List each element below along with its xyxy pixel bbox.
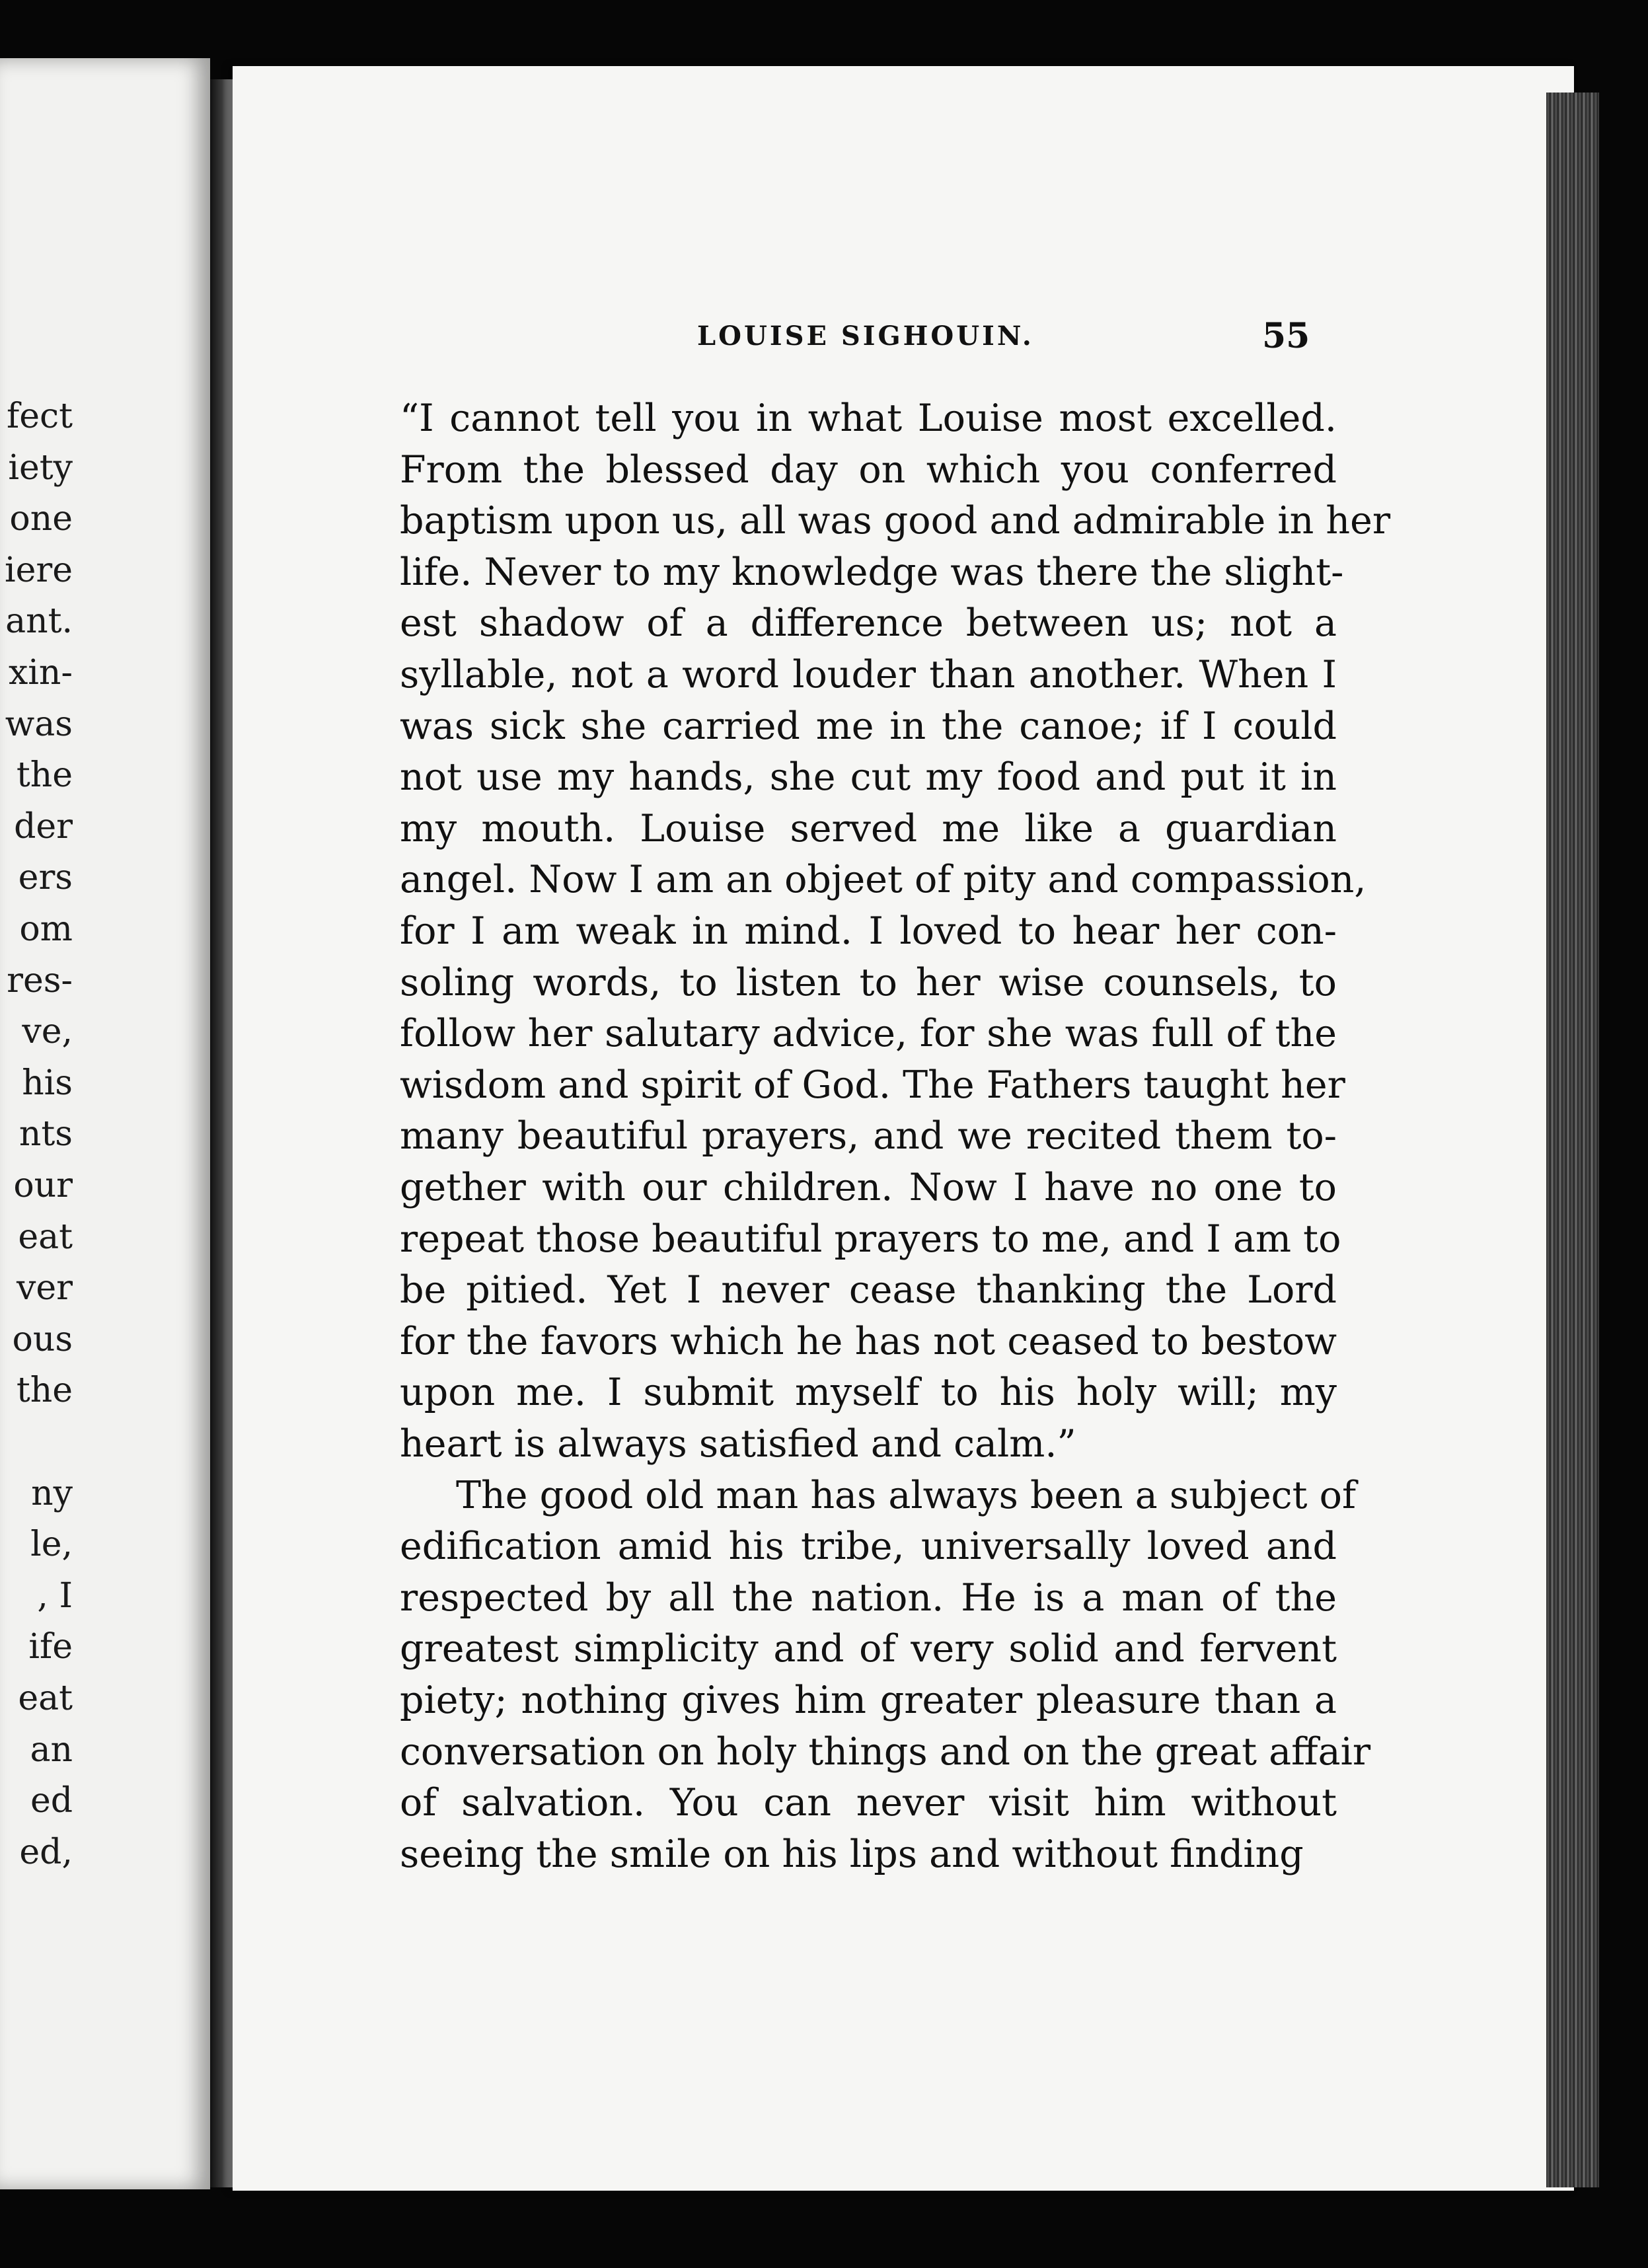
left-page-fragment: ant.: [5, 601, 73, 642]
left-page-fragment: ous: [12, 1319, 73, 1359]
text-line: was sick she carried me in the canoe; if I could: [400, 704, 1337, 748]
text-line: many beautiful prayers, and we recited them to-: [400, 1114, 1337, 1158]
left-page-fragment: eat: [18, 1217, 73, 1257]
text-line: edification amid his tribe, universally loved and: [400, 1525, 1337, 1569]
left-page-fragment: ve,: [22, 1012, 73, 1052]
text-line: repeat those beautiful prayers to me, and I am to: [400, 1217, 1341, 1261]
text-line: of salvation. You can never visit him without: [400, 1781, 1337, 1825]
text-line: gether with our children. Now I have no one to: [400, 1166, 1337, 1209]
text-line: seeing the smile on his lips and without finding: [400, 1832, 1304, 1876]
text-line: heart is always satisfied and calm.”: [400, 1422, 1076, 1466]
left-page-fragment: om: [19, 909, 73, 949]
left-page-fragment: le,: [30, 1525, 73, 1565]
left-page-fragment: the: [16, 755, 73, 796]
text-line: upon me. I submit myself to his holy will; my: [400, 1371, 1337, 1415]
left-page-fragment: ers: [18, 858, 73, 898]
text-line: follow her salutary advice, for she was full of the: [400, 1012, 1337, 1056]
text-line: for the favors which he has not ceased to bestow: [400, 1319, 1337, 1363]
text-line: From the blessed day on which you conferred: [400, 447, 1337, 492]
left-page-fragment: nts: [19, 1114, 73, 1154]
left-page-fragment: was: [5, 704, 73, 744]
text-line: wisdom and spirit of God. The Fathers taught her: [400, 1063, 1345, 1107]
page-edge: [1546, 93, 1599, 2187]
text-line: syllable, not a word louder than another. When I: [400, 653, 1337, 697]
text-line: life. Never to my knowledge was there the slight-: [400, 550, 1344, 594]
text-line: “I cannot tell you in what Louise most excelled.: [400, 397, 1337, 440]
left-page-fragment: one: [9, 499, 73, 539]
text-line: conversation on holy things and on the great affair: [400, 1729, 1371, 1774]
text-line: angel. Now I am an objeet of pity and compassion,: [400, 858, 1367, 902]
left-page-fragment: , I: [37, 1575, 73, 1616]
text-line: for I am weak in mind. I loved to hear her con-: [400, 909, 1337, 953]
left-page-fragment: an: [30, 1729, 73, 1770]
left-page-fragment: der: [14, 806, 73, 847]
text-line: baptism upon us, all was good and admirable in her: [400, 499, 1391, 543]
left-page-fragment: ed: [30, 1781, 73, 1821]
left-page-fragment: iety: [8, 447, 73, 488]
text-line: soling words, to listen to her wise counsels, to: [400, 960, 1337, 1004]
running-head: LOUISE SIGHOUIN.: [697, 321, 1034, 352]
left-page-fragment: fect: [6, 397, 73, 436]
left-page-fragment: his: [22, 1063, 73, 1103]
left-page-fragment: res-: [7, 960, 73, 1001]
left-page-fragment: ed,: [19, 1832, 73, 1872]
left-page-fragment: iere: [4, 550, 73, 590]
left-page-fragment: ife: [28, 1627, 73, 1667]
left-page-fragment: the: [16, 1371, 73, 1411]
left-page-fragment: ny: [31, 1473, 73, 1513]
text-line: greatest simplicity and of very solid and fervent: [400, 1627, 1337, 1671]
text-line: The good old man has always been a subject of: [456, 1473, 1357, 1517]
left-page-fragment: our: [13, 1166, 73, 1205]
left-page-fragment: ver: [16, 1268, 73, 1308]
text-line: est shadow of a difference between us; not a: [400, 601, 1337, 646]
text-line: not use my hands, she cut my food and put it in: [400, 755, 1337, 800]
page-number: 55: [1262, 316, 1310, 356]
text-line: my mouth. Louise served me like a guardian: [400, 806, 1337, 850]
text-line: respected by all the nation. He is a man of the: [400, 1575, 1337, 1620]
left-page-fragment: eat: [18, 1679, 73, 1718]
left-page-fragment: xin-: [8, 653, 73, 693]
text-line: piety; nothing gives him greater pleasure than a: [400, 1679, 1337, 1722]
text-line: be pitied. Yet I never cease thanking the Lord: [400, 1268, 1337, 1312]
